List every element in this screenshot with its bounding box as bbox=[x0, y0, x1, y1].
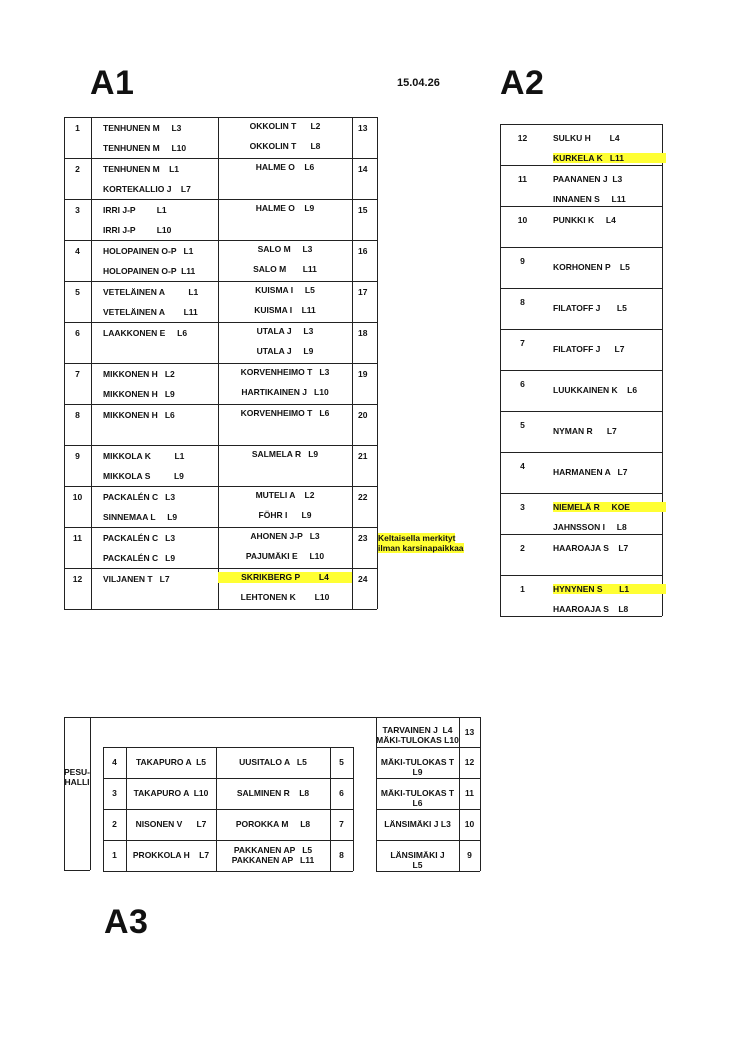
horse-entry: OKKOLIN T L8 bbox=[249, 141, 321, 151]
stall-number: 10 bbox=[517, 215, 528, 225]
grid-line bbox=[376, 809, 480, 810]
grid-line bbox=[500, 534, 662, 535]
horse-entry: TENHUNEN M L1 bbox=[103, 164, 180, 174]
horse-entry: IRRI J-P L1 bbox=[103, 205, 167, 215]
section-title-a1: A1 bbox=[90, 64, 135, 102]
horse-entry: L6 bbox=[412, 798, 423, 808]
highlight-note-line2-text: ilman karsinapaikkaa bbox=[378, 543, 464, 553]
grid-line bbox=[376, 871, 480, 872]
horse-entry: NISONEN V L7 bbox=[135, 819, 207, 829]
horse-entry: TAKAPURO A L10 bbox=[133, 788, 209, 798]
horse-entry: VETELÄINEN A L11 bbox=[103, 307, 198, 317]
stall-number: 12 bbox=[72, 574, 83, 584]
stall-number: 6 bbox=[75, 328, 80, 338]
grid-line bbox=[64, 240, 377, 241]
stall-number: 8 bbox=[339, 850, 344, 860]
stall-number: 24 bbox=[358, 574, 368, 584]
horse-entry: MÄKI-TULOKAS L10 bbox=[376, 735, 459, 745]
stall-number: 1 bbox=[112, 850, 117, 860]
highlight-note-line1: Keltaisella merkityt bbox=[378, 533, 456, 543]
stall-number: 23 bbox=[358, 533, 368, 543]
horse-entry: IRRI J-P L10 bbox=[103, 225, 172, 235]
grid-line bbox=[90, 717, 91, 870]
horse-entry: KUISMA I L11 bbox=[254, 305, 316, 315]
horse-entry: HALME O L6 bbox=[255, 162, 315, 172]
grid-line bbox=[480, 717, 481, 871]
horse-entry: LEHTONEN K L10 bbox=[240, 592, 330, 602]
horse-entry: SALO M L3 bbox=[257, 244, 313, 254]
stall-number: 18 bbox=[358, 328, 368, 338]
horse-entry: KORTEKALLIO J L7 bbox=[103, 184, 191, 194]
horse-entry: NIEMELÄ R KOE bbox=[553, 502, 666, 512]
stall-number: 7 bbox=[339, 819, 344, 829]
grid-line bbox=[64, 199, 377, 200]
grid-line bbox=[500, 575, 662, 576]
grid-line bbox=[500, 452, 662, 453]
stall-number: 1 bbox=[75, 123, 80, 133]
horse-entry: PACKALÉN C L3 bbox=[103, 492, 176, 502]
stall-number: 6 bbox=[339, 788, 344, 798]
stall-number: 11 bbox=[73, 533, 82, 543]
pesuhalli-label: HALLI bbox=[64, 777, 90, 787]
horse-entry: VILJANEN T L7 bbox=[103, 574, 170, 584]
stall-number: 3 bbox=[75, 205, 80, 215]
horse-entry: HARTIKAINEN J L10 bbox=[241, 387, 329, 397]
horse-entry: L5 bbox=[412, 860, 423, 870]
grid-line bbox=[64, 363, 377, 364]
stall-number: 17 bbox=[358, 287, 368, 297]
horse-entry: MIKKOLA K L1 bbox=[103, 451, 185, 461]
horse-entry: MÄKI-TULOKAS T bbox=[380, 757, 455, 767]
grid-line bbox=[103, 747, 353, 748]
pesuhalli-label: PESU- bbox=[64, 767, 90, 777]
horse-entry: POROKKA M L8 bbox=[235, 819, 311, 829]
stall-number: 13 bbox=[464, 727, 475, 737]
stall-number: 7 bbox=[520, 338, 525, 348]
horse-entry: AHONEN J-P L3 bbox=[250, 531, 320, 541]
horse-entry: MÄKI-TULOKAS T bbox=[380, 788, 455, 798]
stall-number: 14 bbox=[358, 164, 368, 174]
date-label: 15.04.26 bbox=[397, 77, 440, 89]
horse-entry: SKRIKBERG P L4 bbox=[218, 572, 352, 583]
horse-entry: UUSITALO A L5 bbox=[239, 757, 307, 767]
horse-entry: LÄNSIMÄKI J L3 bbox=[384, 819, 451, 829]
horse-entry: PAKKANEN AP L11 bbox=[231, 855, 315, 865]
horse-entry: VETELÄINEN A L1 bbox=[103, 287, 199, 297]
stall-number: 4 bbox=[520, 461, 525, 471]
horse-entry: HARMANEN A L7 bbox=[553, 467, 628, 477]
grid-line bbox=[64, 609, 377, 610]
horse-entry: MIKKOLA S L9 bbox=[103, 471, 184, 481]
stall-number: 5 bbox=[339, 757, 344, 767]
grid-line bbox=[376, 778, 480, 779]
horse-entry: TENHUNEN M L3 bbox=[103, 123, 182, 133]
stall-number: 20 bbox=[358, 410, 368, 420]
grid-line bbox=[376, 840, 480, 841]
grid-line bbox=[500, 616, 662, 617]
stall-number: 4 bbox=[75, 246, 80, 256]
horse-entry: L9 bbox=[412, 767, 423, 777]
stall-number: 2 bbox=[520, 543, 525, 553]
horse-entry: FÖHR I L9 bbox=[258, 510, 312, 520]
grid-line bbox=[64, 445, 377, 446]
horse-entry: SALO M L11 bbox=[253, 264, 317, 274]
horse-entry: KUISMA I L5 bbox=[255, 285, 315, 295]
horse-entry: INNANEN S L11 bbox=[553, 194, 626, 204]
horse-entry: KORVENHEIMO T L6 bbox=[240, 408, 330, 418]
stall-number: 10 bbox=[464, 819, 475, 829]
section-title-a2: A2 bbox=[500, 64, 545, 102]
horse-entry: KORVENHEIMO T L3 bbox=[240, 367, 330, 377]
horse-entry: PAKKANEN AP L5 bbox=[233, 845, 313, 855]
grid-line bbox=[353, 747, 354, 871]
stall-number: 12 bbox=[517, 133, 528, 143]
grid-line bbox=[64, 486, 377, 487]
grid-line bbox=[64, 322, 377, 323]
horse-entry: KURKELA K L11 bbox=[553, 153, 666, 163]
horse-entry: LUUKKAINEN K L6 bbox=[553, 385, 638, 395]
stall-number: 2 bbox=[112, 819, 117, 829]
stall-number: 22 bbox=[358, 492, 368, 502]
horse-entry: JAHNSSON I L8 bbox=[553, 522, 627, 532]
stall-number: 5 bbox=[520, 420, 525, 430]
stall-number: 11 bbox=[518, 174, 527, 184]
stall-number: 12 bbox=[464, 757, 475, 767]
grid-line bbox=[64, 281, 377, 282]
horse-entry: SULKU H L4 bbox=[553, 133, 620, 143]
stall-number: 21 bbox=[358, 451, 368, 461]
stall-number: 9 bbox=[75, 451, 80, 461]
horse-entry: UTALA J L9 bbox=[256, 346, 314, 356]
horse-entry: MIKKONEN H L6 bbox=[103, 410, 175, 420]
grid-line bbox=[64, 870, 90, 871]
stall-number: 10 bbox=[72, 492, 83, 502]
stall-number: 5 bbox=[75, 287, 80, 297]
grid-line bbox=[662, 124, 663, 616]
horse-entry: PUNKKI K L4 bbox=[553, 215, 616, 225]
horse-entry: HYNYNEN S L1 bbox=[553, 584, 666, 594]
grid-line bbox=[500, 124, 662, 125]
horse-entry: PAJUMÄKI E L10 bbox=[245, 551, 325, 561]
horse-entry: SINNEMAA L L9 bbox=[103, 512, 178, 522]
highlight-note-line2 bbox=[378, 543, 464, 553]
horse-entry: FILATOFF J L7 bbox=[553, 344, 625, 354]
horse-entry: HOLOPAINEN O-P L11 bbox=[103, 266, 196, 276]
grid-line bbox=[500, 493, 662, 494]
stall-number: 9 bbox=[467, 850, 472, 860]
grid-line bbox=[500, 329, 662, 330]
horse-entry: HAAROAJA S L8 bbox=[553, 604, 629, 614]
horse-entry: SALMELA R L9 bbox=[251, 449, 319, 459]
grid-line bbox=[103, 840, 353, 841]
stall-number: 8 bbox=[75, 410, 80, 420]
horse-entry: PACKALÉN C L9 bbox=[103, 553, 176, 563]
horse-entry: MIKKONEN H L2 bbox=[103, 369, 175, 379]
horse-entry: NYMAN R L7 bbox=[553, 426, 617, 436]
grid-line bbox=[376, 747, 480, 748]
horse-entry: LÄNSIMÄKI J bbox=[390, 850, 445, 860]
horse-entry: HAAROAJA S L7 bbox=[553, 543, 629, 553]
horse-entry: UTALA J L3 bbox=[256, 326, 314, 336]
stall-number: 6 bbox=[520, 379, 525, 389]
grid-line bbox=[103, 809, 353, 810]
stall-number: 1 bbox=[520, 584, 525, 594]
grid-line bbox=[64, 527, 377, 528]
grid-line bbox=[64, 117, 377, 118]
stall-number: 4 bbox=[112, 757, 117, 767]
horse-entry: PROKKOLA H L7 bbox=[132, 850, 210, 860]
grid-line bbox=[103, 778, 353, 779]
horse-entry: KORHONEN P L5 bbox=[553, 262, 630, 272]
grid-line bbox=[64, 158, 377, 159]
stall-number: 15 bbox=[358, 205, 368, 215]
horse-entry: PAANANEN J L3 bbox=[553, 174, 623, 184]
grid-line bbox=[500, 247, 662, 248]
stall-number: 13 bbox=[358, 123, 368, 133]
grid-line bbox=[500, 288, 662, 289]
horse-entry: MIKKONEN H L9 bbox=[103, 389, 175, 399]
grid-line bbox=[64, 568, 377, 569]
stall-number: 16 bbox=[358, 246, 368, 256]
section-title-a3: A3 bbox=[104, 903, 149, 941]
horse-entry: LAAKKONEN E L6 bbox=[103, 328, 188, 338]
horse-entry: PACKALÉN C L3 bbox=[103, 533, 176, 543]
stall-number: 19 bbox=[358, 369, 368, 379]
grid-line bbox=[352, 117, 353, 609]
grid-line bbox=[500, 411, 662, 412]
grid-line bbox=[500, 165, 662, 166]
horse-entry: TAKAPURO A L5 bbox=[135, 757, 207, 767]
stall-number: 8 bbox=[520, 297, 525, 307]
horse-entry: TARVAINEN J L4 bbox=[382, 725, 453, 735]
stall-number: 3 bbox=[112, 788, 117, 798]
horse-entry: TENHUNEN M L10 bbox=[103, 143, 187, 153]
stall-number: 3 bbox=[520, 502, 525, 512]
grid-line bbox=[500, 370, 662, 371]
stall-number: 2 bbox=[75, 164, 80, 174]
stall-number: 11 bbox=[465, 788, 474, 798]
horse-entry: HALME O L9 bbox=[255, 203, 315, 213]
horse-entry: FILATOFF J L5 bbox=[553, 303, 627, 313]
stall-number: 7 bbox=[75, 369, 80, 379]
grid-line bbox=[91, 117, 92, 609]
horse-entry: OKKOLIN T L2 bbox=[249, 121, 321, 131]
horse-entry: HOLOPAINEN O-P L1 bbox=[103, 246, 194, 256]
horse-entry: SALMINEN R L8 bbox=[236, 788, 310, 798]
stall-number: 9 bbox=[520, 256, 525, 266]
grid-line bbox=[64, 717, 65, 870]
grid-line bbox=[103, 871, 353, 872]
grid-line bbox=[376, 717, 480, 718]
horse-entry: MUTELI A L2 bbox=[255, 490, 315, 500]
grid-line bbox=[500, 206, 662, 207]
grid-line bbox=[64, 404, 377, 405]
